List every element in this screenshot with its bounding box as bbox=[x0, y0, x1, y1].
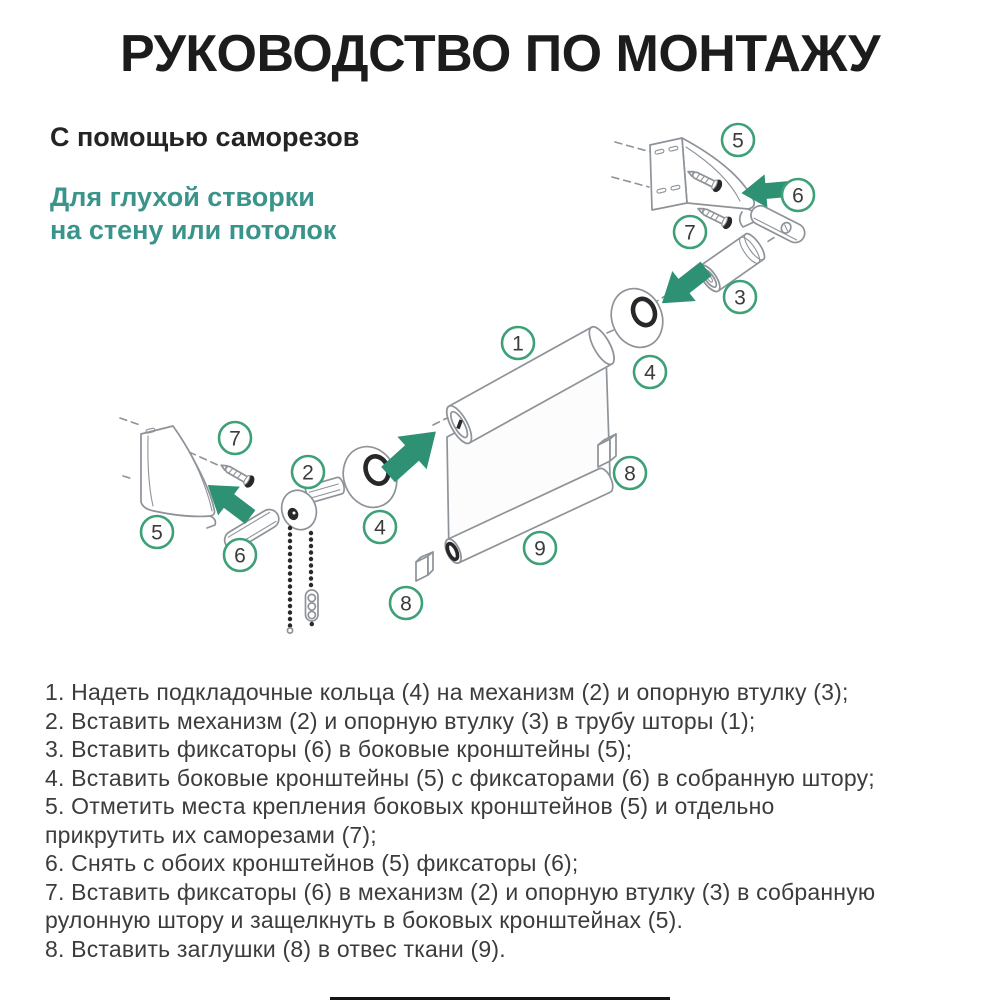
page-title: РУКОВОДСТВО ПО МОНТАЖУ bbox=[119, 25, 881, 83]
part-callout-7 bbox=[219, 422, 251, 454]
instruction-line-8: 8. Вставить заглушки (8) в отвес ткани (9). bbox=[45, 935, 506, 962]
instruction-line-4: 4. Вставить боковые кронштейны (5) с фиксаторами (6) в собранную штору; bbox=[45, 764, 875, 791]
mount-variant-line2: на стену или потолок bbox=[50, 215, 337, 245]
svg-text:5: 5 bbox=[732, 129, 744, 153]
instruction-line-7: рулонную штору и защелкнуть в боковых кронштейнах (5). bbox=[45, 907, 684, 933]
svg-text:6: 6 bbox=[792, 184, 804, 208]
svg-text:6: 6 bbox=[234, 544, 246, 568]
svg-text:1: 1 bbox=[512, 332, 524, 356]
svg-text:3: 3 bbox=[734, 286, 746, 310]
instruction-line-2: 2. Вставить механизм (2) и опорную втулку (3) в трубу шторы (1); bbox=[45, 707, 756, 734]
instruction-line-5: прикрутить их саморезами (7); bbox=[45, 821, 377, 848]
instruction-list bbox=[45, 678, 977, 963]
instruction-line-6: 6. Снять с обоих кронштейнов (5) фиксаторы (6); bbox=[45, 850, 579, 876]
part-callout-3 bbox=[724, 281, 756, 313]
svg-text:7: 7 bbox=[229, 427, 241, 451]
svg-text:5: 5 bbox=[151, 521, 163, 545]
part-callout-8 bbox=[614, 457, 646, 489]
svg-text:4: 4 bbox=[644, 361, 656, 385]
bead-chain bbox=[287, 528, 318, 633]
part-callout-8 bbox=[390, 587, 422, 619]
mount-variant-line1: Для глухой створки bbox=[50, 182, 315, 212]
svg-text:4: 4 bbox=[374, 516, 386, 540]
assembly-diagram bbox=[0, 95, 1000, 675]
method-subtitle: С помощью саморезов bbox=[50, 122, 360, 152]
svg-text:8: 8 bbox=[400, 592, 412, 616]
svg-text:9: 9 bbox=[534, 537, 546, 561]
part-callout-2 bbox=[292, 456, 324, 488]
part-callout-4 bbox=[364, 511, 396, 543]
svg-text:7: 7 bbox=[684, 221, 696, 245]
part-callout-9 bbox=[524, 532, 556, 564]
part-callout-4 bbox=[634, 356, 666, 388]
instruction-line-1: 1. Надеть подкладочные кольца (4) на механизм (2) и опорную втулку (3); bbox=[45, 679, 849, 705]
wall-bracket-left bbox=[141, 426, 215, 528]
bracket-hook-left bbox=[207, 516, 215, 528]
instruction-line-5: 5. Отметить места крепления боковых кронштейнов (5) и отдельно bbox=[45, 793, 775, 819]
instruction-line-3: 3. Вставить фиксаторы (6) в боковые кронштейны (5); bbox=[45, 736, 633, 762]
svg-text:8: 8 bbox=[624, 462, 636, 486]
part-callout-5 bbox=[722, 124, 754, 156]
spacer-ring-right bbox=[603, 281, 672, 355]
screw-left bbox=[218, 460, 257, 490]
instruction-line-7: 7. Вставить фиксаторы (6) в механизм (2) и опорную втулку (3) в собранную bbox=[45, 878, 876, 905]
svg-text:2: 2 bbox=[302, 461, 314, 485]
part-callout-5 bbox=[141, 516, 173, 548]
part-callout-7 bbox=[674, 216, 706, 248]
part-callout-6 bbox=[782, 179, 814, 211]
end-cap-left bbox=[416, 552, 433, 581]
part-callout-6 bbox=[224, 539, 256, 571]
part-callout-1 bbox=[502, 327, 534, 359]
